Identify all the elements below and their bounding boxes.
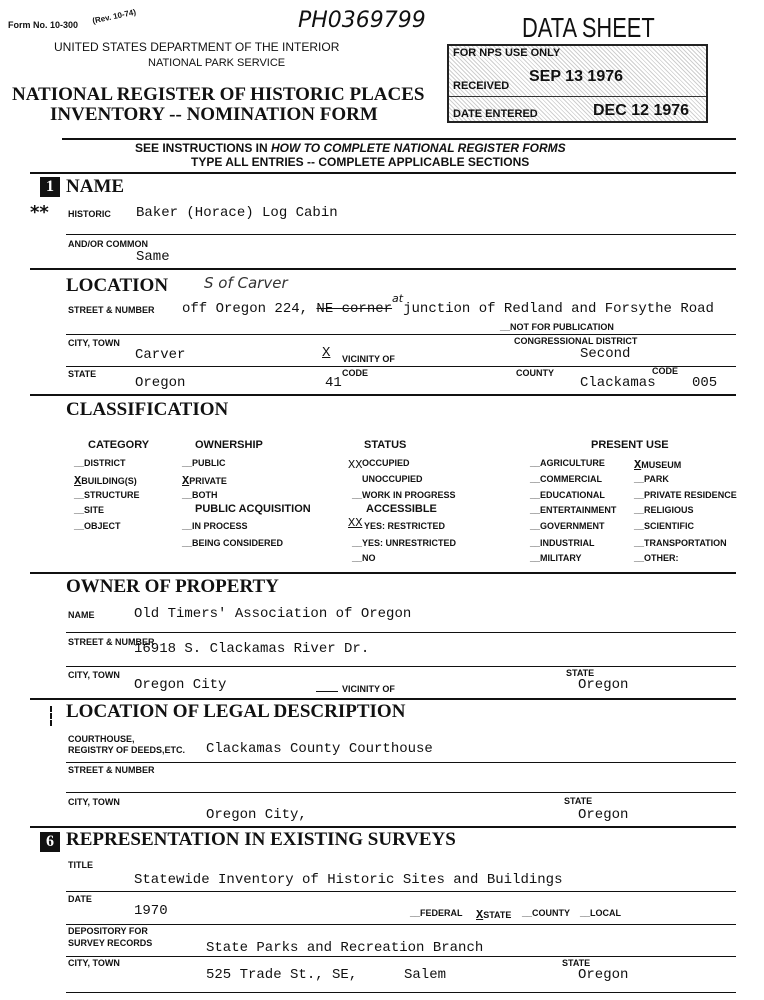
accessible-restricted-mark: XX [348, 516, 363, 530]
legal-city-value: Oregon City, [206, 807, 307, 823]
use-museum-mark: X [634, 458, 642, 472]
section-location-heading: LOCATION [66, 275, 169, 296]
section-legal-heading: LOCATION OF LEGAL DESCRIPTION [66, 701, 406, 722]
location-state-value: Oregon [135, 375, 186, 391]
use-other: __OTHER: [634, 553, 679, 563]
owner-state-label: STATE [566, 668, 595, 678]
status-occupied-mark: XX [348, 458, 363, 472]
street-insert-text: at [392, 292, 404, 305]
category-structure: __STRUCTURE [74, 490, 140, 500]
use-educational: __EDUCATIONAL [530, 490, 605, 500]
use-industrial: __INDUSTRIAL [530, 538, 595, 548]
owner-vicinity-label: VICINITY OF [342, 684, 395, 694]
section-1-number: 1 [40, 177, 60, 197]
use-private-residence: __PRIVATE RESIDENCE [634, 490, 737, 500]
common-name-value: Same [136, 249, 170, 265]
use-agriculture: __AGRICULTURE [530, 458, 605, 468]
courthouse-label-1: COURTHOUSE, [68, 734, 135, 744]
legal-state-label: STATE [564, 796, 593, 806]
survey-date-value: 1970 [134, 903, 168, 919]
courthouse-label-2: REGISTRY OF DEEDS,ETC. [68, 745, 186, 755]
survey-title-value: Statewide Inventory of Historic Sites and Buildings [134, 872, 563, 888]
category-site: __SITE [74, 505, 105, 515]
section-name-heading: NAME [66, 176, 125, 197]
public-acquisition-title: PUBLIC ACQUISITION [195, 503, 311, 515]
location-city-value: Carver [135, 347, 186, 363]
nps-use-label: FOR NPS USE ONLY [453, 47, 561, 59]
accessible-no: __NO [352, 553, 376, 563]
entered-stamp: DEC 12 1976 [593, 102, 690, 119]
location-vicinity-label: VICINITY OF [342, 354, 395, 364]
legal-city-label: CITY, TOWN [68, 797, 120, 807]
state-code-value: 41 [325, 375, 342, 391]
survey-city-value-2: Salem [404, 967, 447, 983]
survey-state-value: Oregon [578, 967, 629, 983]
district-value: Second [580, 346, 631, 362]
ownership-both: __BOTH [182, 490, 218, 500]
use-museum [634, 458, 681, 472]
location-state-label: STATE [68, 369, 97, 379]
acquisition-being-considered: __BEING CONSIDERED [182, 538, 284, 548]
use-transportation: __TRANSPORTATION [634, 538, 727, 548]
ownership-private [182, 474, 227, 488]
acquisition-in-process: __IN PROCESS [182, 521, 248, 531]
use-military: __MILITARY [530, 553, 582, 563]
received-label: RECEIVED [453, 80, 510, 92]
owner-city-label: CITY, TOWN [68, 670, 120, 680]
handwritten-id: PH0369799 [298, 8, 426, 33]
common-name-label: AND/OR COMMON [68, 239, 148, 249]
legal-state-value: Oregon [578, 807, 629, 823]
legal-street-label: STREET & NUMBER [68, 765, 155, 775]
depository-label-1: DEPOSITORY FOR [68, 926, 148, 936]
level-state-mark: X [476, 908, 484, 922]
date-entered-label: DATE ENTERED [453, 108, 538, 120]
use-entertainment: __ENTERTAINMENT [530, 505, 617, 515]
instructions-prefix: SEE INSTRUCTIONS IN [135, 141, 272, 155]
owner-street-value: 16918 S. Clackamas River Dr. [134, 641, 370, 657]
state-code-label: CODE [342, 368, 369, 378]
section-surveys-heading: REPRESENTATION IN EXISTING SURVEYS [66, 829, 456, 850]
service-name: NATIONAL PARK SERVICE [148, 57, 286, 69]
level-local: __LOCAL [580, 908, 622, 918]
location-street-label: STREET & NUMBER [68, 305, 155, 315]
level-state-label: STATE [483, 910, 512, 920]
survey-title-label: TITLE [68, 860, 93, 870]
owner-street-label: STREET & NUMBER [68, 637, 155, 647]
present-use-title: PRESENT USE [591, 439, 669, 451]
data-sheet-title: DATA SHEET [522, 12, 655, 43]
survey-date-label: DATE [68, 894, 92, 904]
category-buildings-label: BUILDING(S) [81, 476, 137, 486]
status-occupied: OCCUPIED [362, 458, 410, 468]
owner-name-label: NAME [68, 610, 95, 620]
survey-city-value: 525 Trade St., SE, [206, 967, 358, 983]
category-district: __DISTRICT [74, 458, 126, 468]
section-6-number: 6 [40, 832, 60, 852]
status-work-in-progress: __WORK IN PROGRESS [352, 490, 456, 500]
instructions-line2: TYPE ALL ENTRIES -- COMPLETE APPLICABLE SECTIONS [191, 155, 530, 169]
survey-city-label: CITY, TOWN [68, 958, 120, 968]
section-classification-heading: CLASSIFICATION [66, 399, 229, 420]
use-scientific: __SCIENTIFIC [634, 521, 695, 531]
status-title: STATUS [364, 439, 407, 451]
survey-state-label: STATE [562, 958, 591, 968]
form-number: Form No. 10-300 [8, 20, 79, 30]
ownership-private-mark: X [182, 474, 190, 488]
owner-name-value: Old Timers' Association of Oregon [134, 606, 412, 622]
category-object: __OBJECT [74, 521, 121, 531]
form-title-line1: NATIONAL REGISTER OF HISTORIC PLACES [12, 84, 425, 105]
county-value: Clackamas [580, 375, 656, 391]
department-name: UNITED STATES DEPARTMENT OF THE INTERIOR [54, 40, 340, 54]
ownership-title: OWNERSHIP [195, 439, 263, 451]
nps-use-box [447, 44, 708, 123]
ownership-public: __PUBLIC [182, 458, 226, 468]
received-stamp: SEP 13 1976 [529, 68, 624, 85]
form-revision: (Rev. 10-74) [91, 7, 137, 26]
form-title-line2: INVENTORY -- NOMINATION FORM [50, 104, 378, 125]
category-buildings-mark: X [74, 474, 82, 488]
location-street-value [182, 292, 714, 317]
instructions-italic: HOW TO COMPLETE NATIONAL REGISTER FORMS [271, 141, 566, 155]
use-government: __GOVERNMENT [530, 521, 605, 531]
use-museum-label: MUSEUM [641, 460, 682, 470]
level-county: __COUNTY [522, 908, 571, 918]
category-title: CATEGORY [88, 439, 150, 451]
county-code-value: 005 [692, 375, 718, 391]
status-unoccupied: UNOCCUPIED [362, 474, 423, 484]
use-commercial: __COMMERCIAL [530, 474, 603, 484]
level-state [476, 908, 511, 922]
depository-label-2: SURVEY RECORDS [68, 938, 153, 948]
accessible-unrestricted: __YES: UNRESTRICTED [352, 538, 457, 548]
historic-name-value: Baker (Horace) Log Cabin [136, 205, 338, 221]
owner-state-value: Oregon [578, 677, 629, 693]
category-buildings [74, 474, 137, 488]
county-code-label: CODE [652, 366, 679, 376]
courthouse-value: Clackamas County Courthouse [206, 741, 433, 757]
accessible-restricted: YES: RESTRICTED [364, 521, 446, 531]
location-handwritten-note: S of Carver [204, 274, 288, 292]
instructions-line1 [135, 141, 566, 155]
ownership-private-label: PRIVATE [189, 476, 227, 486]
vicinity-check-mark: X [322, 345, 331, 361]
asterisk-marks: ** [30, 202, 49, 223]
section-owner-heading: OWNER OF PROPERTY [66, 576, 279, 597]
level-federal: __FEDERAL [410, 908, 463, 918]
county-label: COUNTY [516, 368, 554, 378]
use-park: __PARK [634, 474, 669, 484]
location-city-label: CITY, TOWN [68, 338, 120, 348]
district-label: CONGRESSIONAL DISTRICT [514, 336, 638, 346]
not-for-publication: __NOT FOR PUBLICATION [500, 322, 614, 332]
depository-value: State Parks and Recreation Branch [206, 940, 484, 956]
accessible-title: ACCESSIBLE [366, 503, 437, 515]
use-religious: __RELIGIOUS [634, 505, 694, 515]
margin-mark [50, 706, 52, 726]
owner-city-value: Oregon City [134, 677, 227, 693]
street-value-end: junction of Redland and Forsythe Road [403, 301, 714, 317]
historic-label: HISTORIC [68, 209, 111, 219]
street-value-start: off Oregon 224, [182, 301, 317, 317]
street-struck-text: NE corner [316, 301, 393, 317]
